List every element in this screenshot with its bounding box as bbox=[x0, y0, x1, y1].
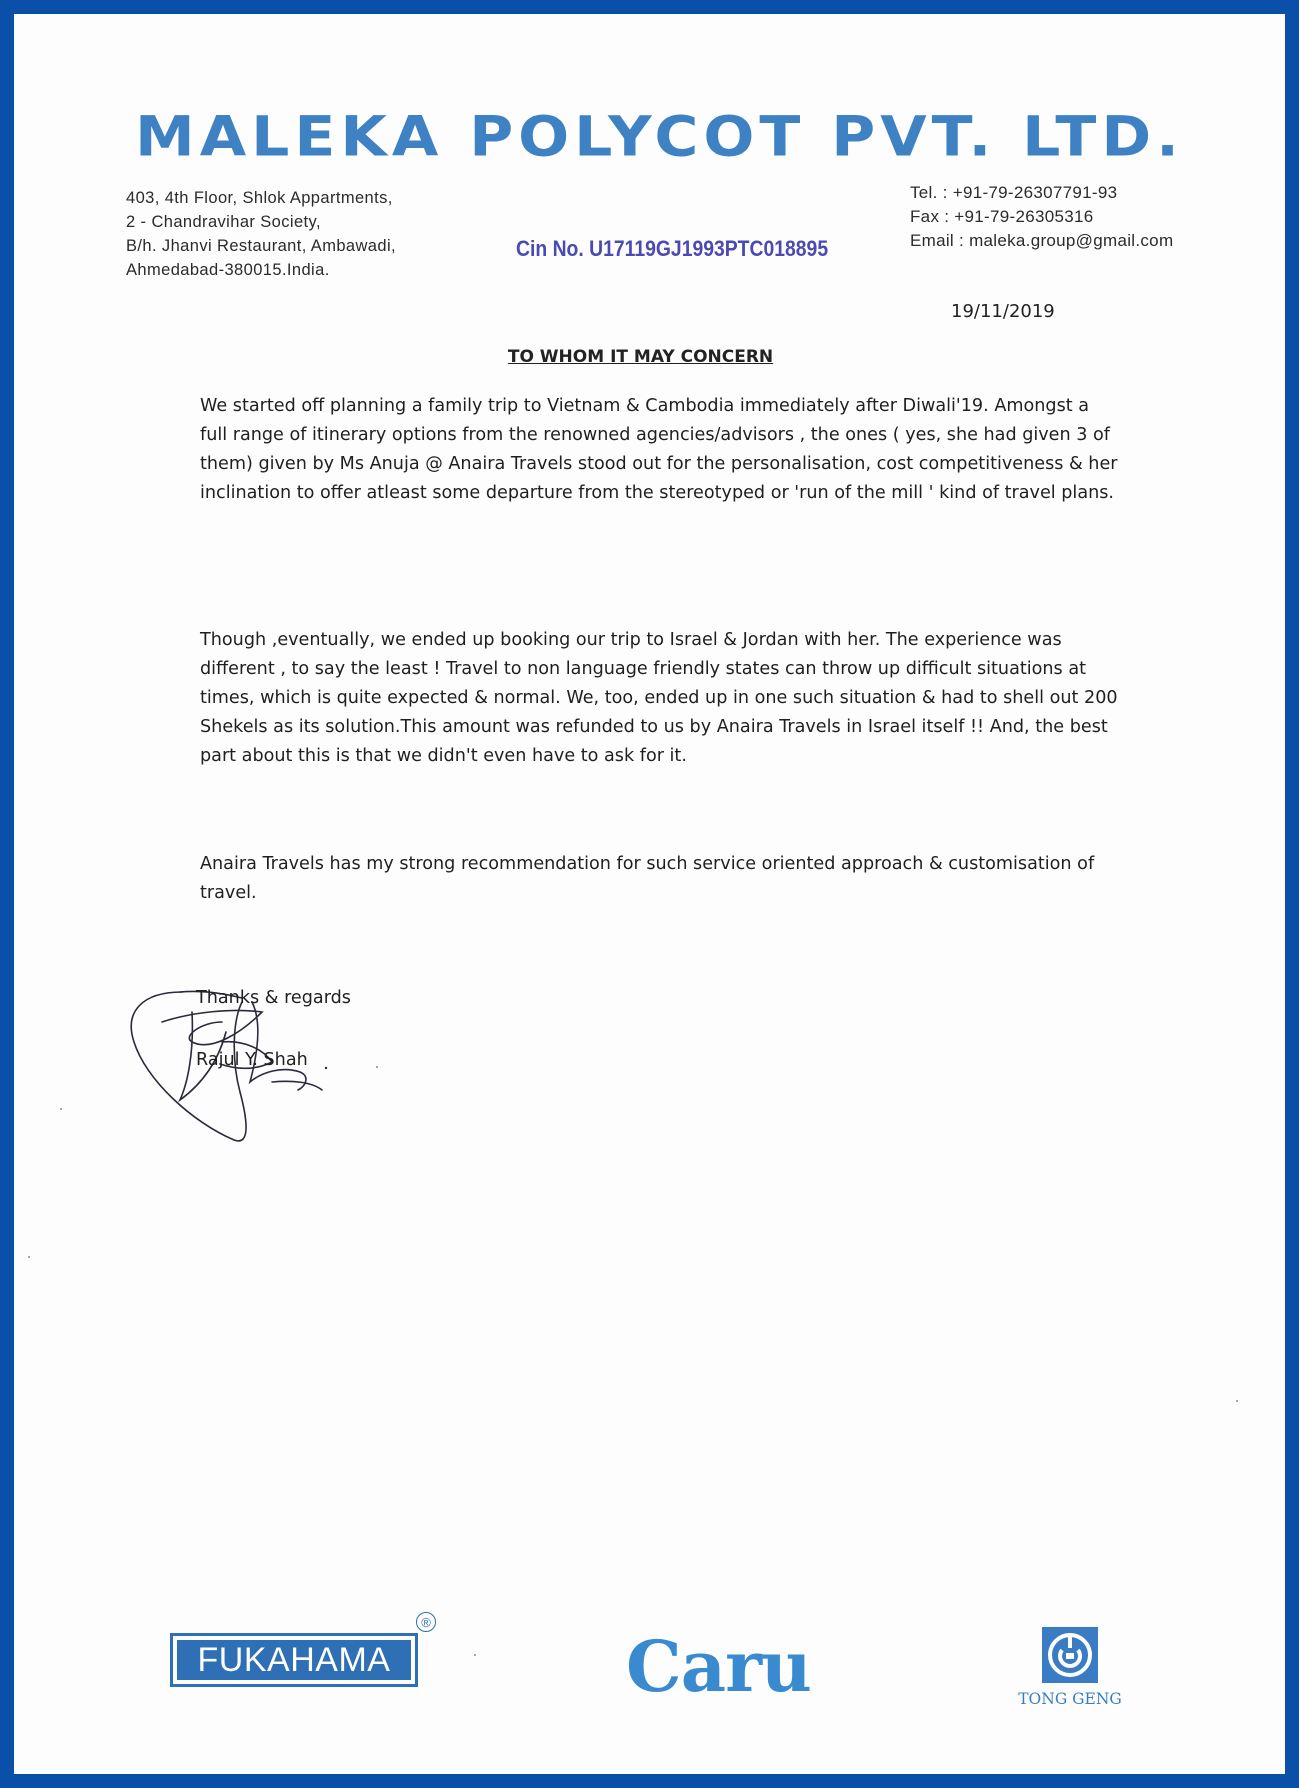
caru-logo: Caru bbox=[626, 1625, 811, 1708]
fukahama-logo-text: FUKAHAMA bbox=[177, 1640, 411, 1680]
address-line: Ahmedabad-380015.India. bbox=[126, 261, 330, 279]
registered-trademark-icon: ® bbox=[416, 1612, 436, 1632]
tong-geng-logo bbox=[1014, 1626, 1126, 1708]
letter-date: 19/11/2019 bbox=[951, 301, 1055, 322]
tong-geng-emblem-icon bbox=[1041, 1626, 1099, 1684]
scan-speck bbox=[376, 1066, 378, 1068]
address-line: B/h. Jhanvi Restaurant, Ambawadi, bbox=[126, 237, 397, 255]
address-line: 2 - Chandravihar Society, bbox=[126, 213, 321, 231]
signer-name: Rajul Y. Shah bbox=[196, 1050, 308, 1070]
fukahama-logo-frame bbox=[170, 1633, 418, 1687]
tong-geng-logo-text: TONG GENG bbox=[1018, 1690, 1122, 1708]
letter-content bbox=[14, 14, 1285, 1774]
company-name: MALEKA POLYCOT PVT. LTD. bbox=[135, 104, 1184, 170]
body-paragraph: Though ,eventually, we ended up booking our trip to Israel & Jordan with her. The experience was different , to say the least ! Travel to non language friendly states can throw up difficult situations at times, which is quite expected & normal. We, too, ended up in one such situation & had to shell out 200 Shekels as its solution.This amount was refunded to us by Anaira Travels in Israel itself !! And, the best part about this is that we didn't even have to ask for it. bbox=[200, 630, 1118, 766]
scan-speck bbox=[28, 1256, 30, 1258]
tel-line: Tel. : +91-79-26307791-93 bbox=[910, 183, 1118, 202]
letter-heading: TO WHOM IT MAY CONCERN bbox=[507, 347, 774, 367]
closing-text: Thanks & regards bbox=[196, 988, 351, 1008]
body-paragraph: Anaira Travels has my strong recommendation for such service oriented approach & customisation of travel. bbox=[200, 854, 1095, 903]
fax-line: Fax : +91-79-26305316 bbox=[910, 207, 1094, 226]
scan-speck bbox=[1236, 1400, 1238, 1402]
body-paragraph: We started off planning a family trip to Vietnam & Cambodia immediately after Diwali'19. Amongst a full range of itinerary options from the renowned agencies/advisors , the ones ( yes, she had given 3 of them) given by Ms Anuja @ Anaira Travels stood out for the personalisation, cost competitiveness & her inclination to offer atleast some departure from the stereotyped or 'run of the mill ' kind of travel plans. bbox=[200, 396, 1118, 503]
letter-page bbox=[14, 14, 1285, 1774]
scan-speck bbox=[474, 1654, 476, 1656]
fukahama-logo bbox=[170, 1633, 420, 1689]
address-line: 403, 4th Floor, Shlok Appartments, bbox=[126, 189, 393, 207]
scan-speck bbox=[60, 1108, 62, 1110]
email-line: Email : maleka.group@gmail.com bbox=[910, 231, 1174, 250]
cin-number: Cin No. U17119GJ1993PTC018895 bbox=[516, 236, 829, 261]
company-address bbox=[126, 186, 396, 282]
company-contact bbox=[910, 181, 1173, 253]
